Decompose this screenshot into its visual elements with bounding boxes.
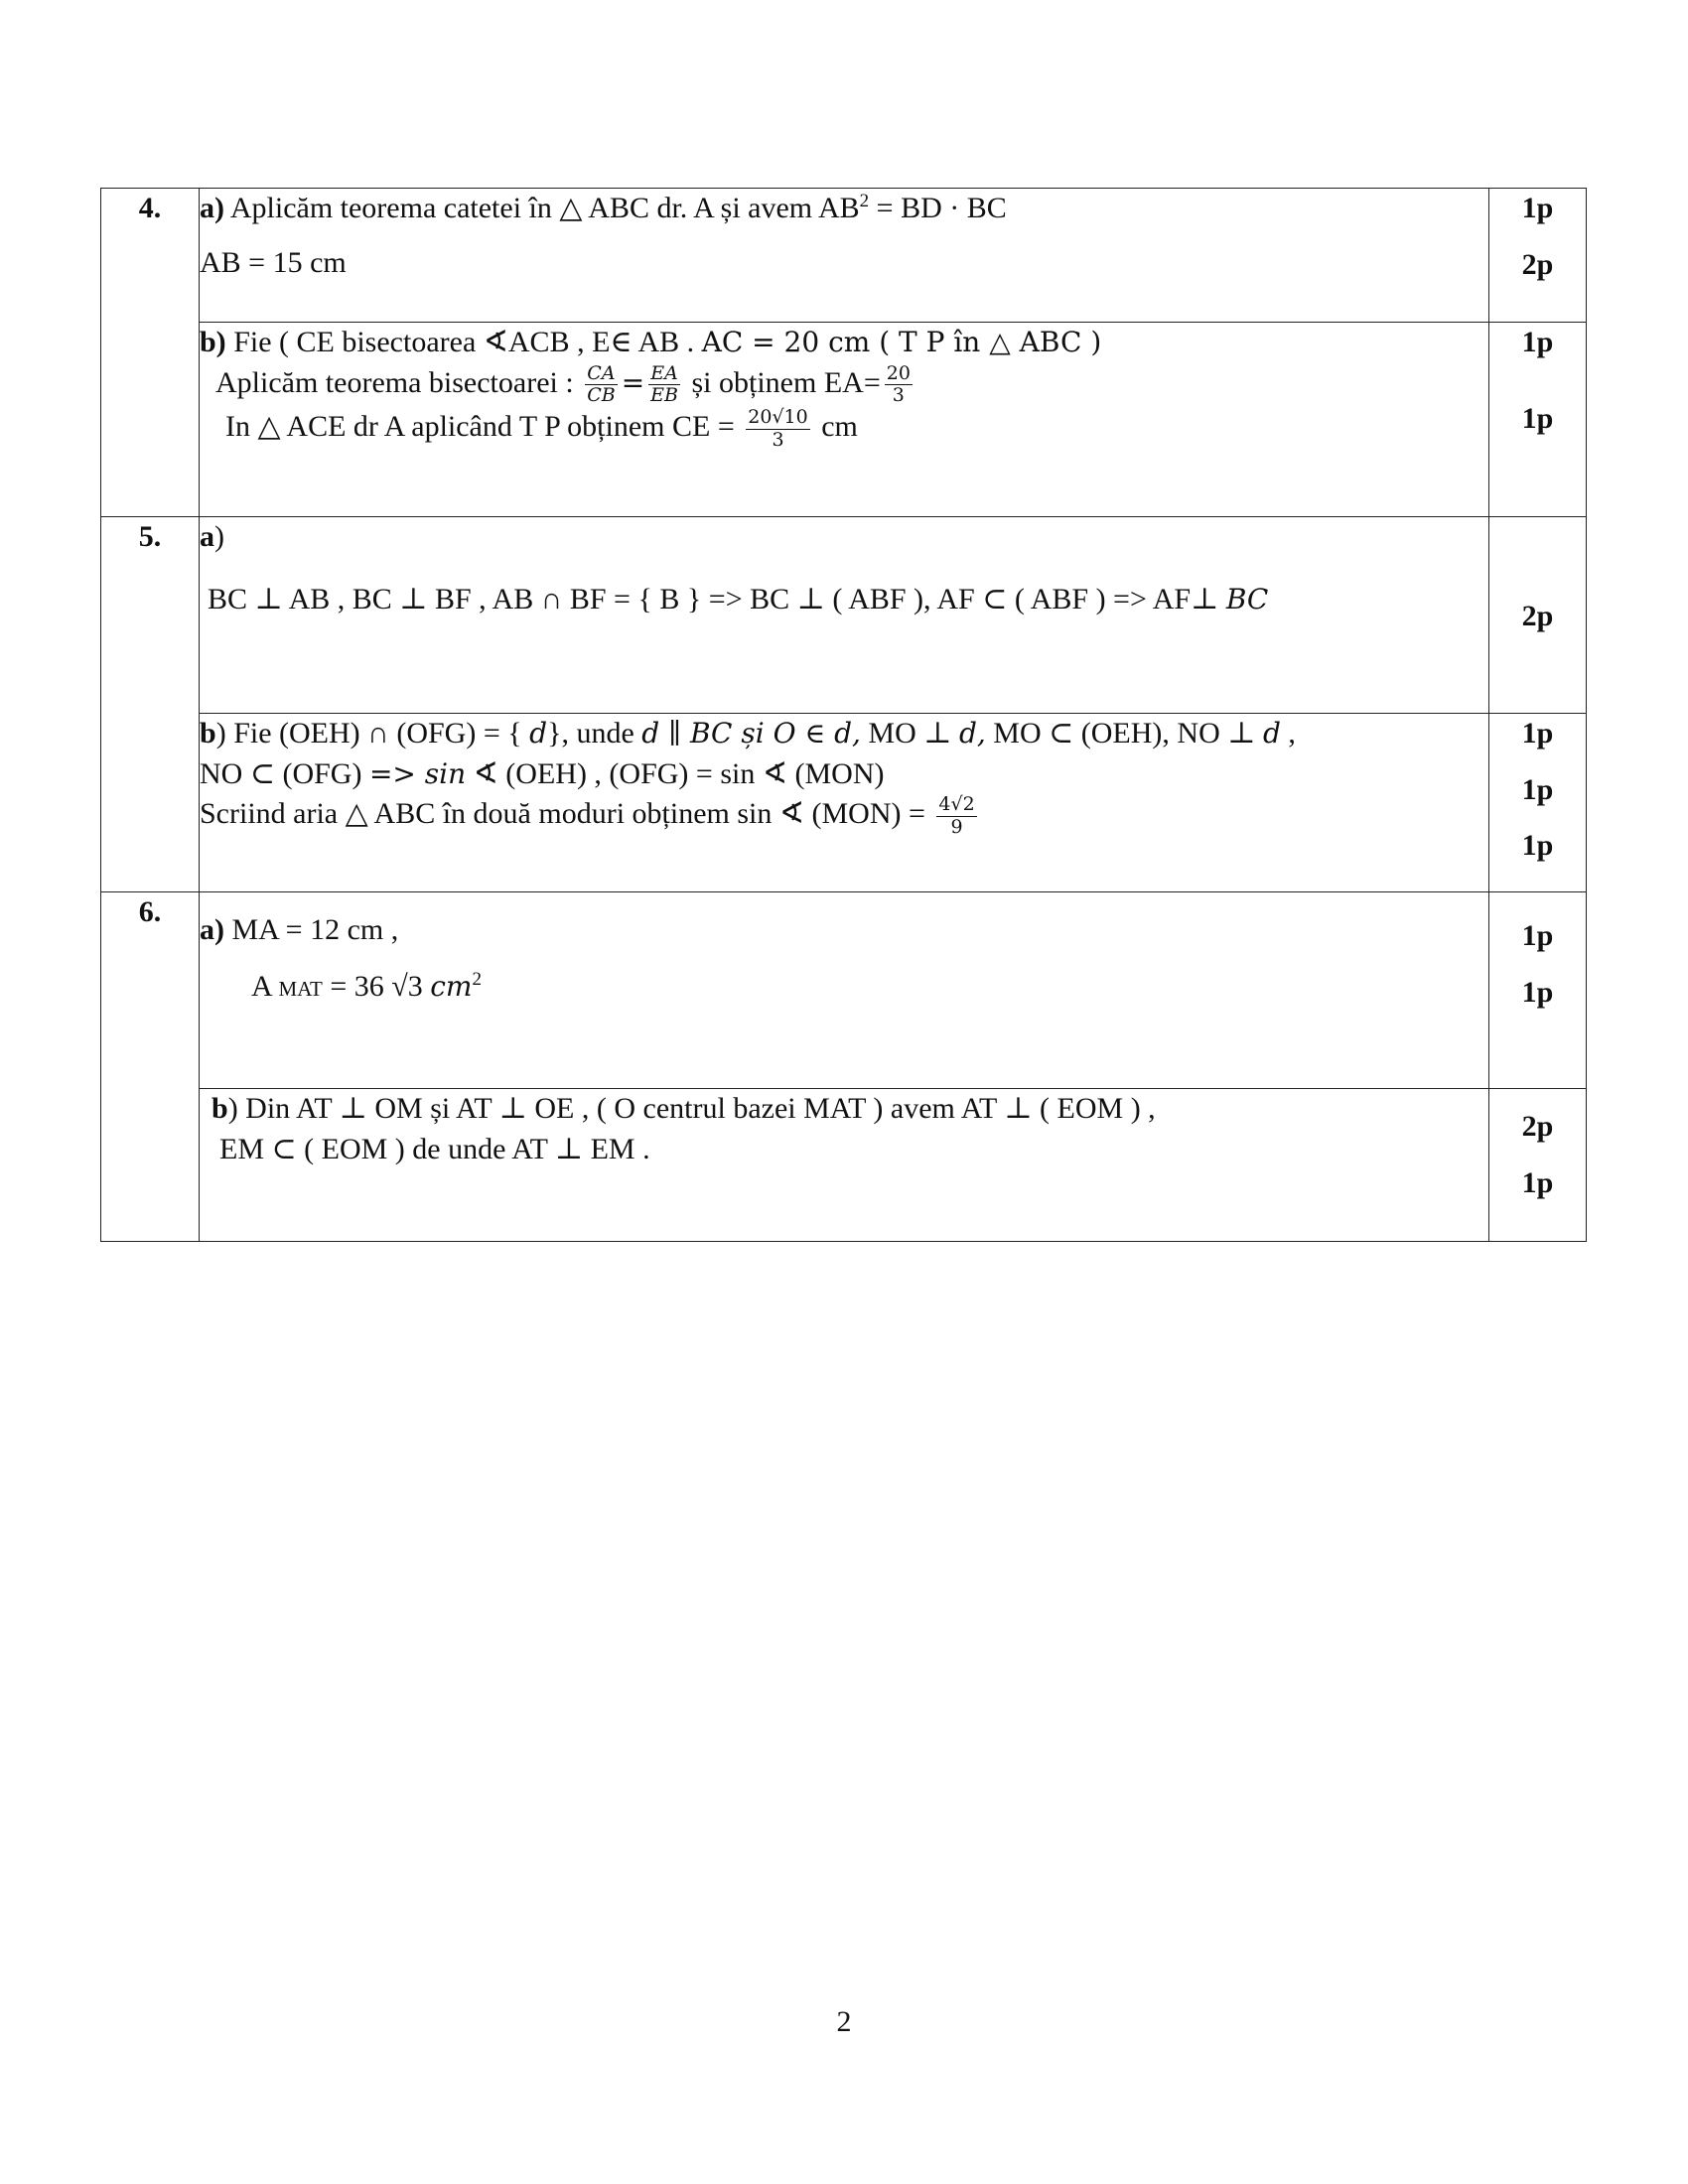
page-number: 2 <box>836 2005 852 2038</box>
solution-line: b) Fie (OEH) ∩ (OFG) = { d}, unde d ∥ BC și O ∈ d, MO ⊥ d, MO ⊂ (OEH), NO ⊥ d , <box>200 717 1296 750</box>
solution-cell <box>200 714 1489 892</box>
points-cell: 1p 1p 1p <box>1489 714 1587 892</box>
table-row <box>101 714 1587 892</box>
solution-line: Aplicăm teorema bisectoarei : $\frac{CA}{CB}$ = $\frac{EA}{EB}$ și obținem EA= $\frac{20}{3}$ <box>215 361 911 407</box>
grading-table <box>100 188 1587 1242</box>
solution-line: Scriind aria △ ABC în două moduri obținem sin ∢ (MON) = $\frac{4√2}{9}$ <box>200 793 975 838</box>
solution-line: b) Fie ( CE bisectoarea ∢ACB , E∈ AB . AC = 20 cm ( T P în △ ABC ) <box>200 326 1102 358</box>
table-row <box>101 517 1587 714</box>
solution-line: BC ⊥ AB , BC ⊥ BF , AB ∩ BF = { B } => BC ⊥ ( ABF ), AF ⊂ ( ABF ) => AF⊥ BC <box>208 582 1269 615</box>
solution-cell <box>200 323 1489 517</box>
table-row <box>101 1089 1587 1242</box>
solution-line: EM ⊂ ( EOM ) de unde AT ⊥ EM . <box>219 1132 650 1165</box>
problem-number: 6. <box>101 892 200 1242</box>
points-cell: 1p 1p <box>1489 892 1587 1089</box>
solution-line: a) MA = 12 cm , <box>200 913 399 946</box>
points-cell: 2p 1p <box>1489 1089 1587 1242</box>
problem-number: 5. <box>101 517 200 892</box>
solution-line: AB = 15 cm <box>200 245 347 279</box>
solution-cell <box>200 517 1489 714</box>
solution-line: In △ ACE dr A aplicând T P obținem CE = $\frac{20√10}{3}$ cm <box>225 406 858 452</box>
points-cell: 1p 1p <box>1489 323 1587 517</box>
solution-cell <box>200 189 1489 323</box>
points-cell: 1p 2p <box>1489 189 1587 323</box>
solution-cell <box>200 1089 1489 1242</box>
solution-line: NO ⊂ (OFG) => sin ∢ (OEH) , (OFG) = sin ∢ (MON) <box>200 756 885 790</box>
solution-line: a) Aplicăm teorema catetei în △ ABC dr. A și avem $AB^2$ = BD · BC <box>200 191 1007 224</box>
solution-line: b) Din AT ⊥ OM și AT ⊥ OE , ( O centrul bazei MAT ) avem AT ⊥ ( EOM ) , <box>211 1092 1156 1125</box>
table-row <box>101 892 1587 1089</box>
table-row <box>101 189 1587 323</box>
solution-line: a) <box>200 520 224 553</box>
solution-cell <box>200 892 1489 1089</box>
solution-line: A MAT = 36 √3 $cm^2$ <box>251 968 482 1003</box>
table-row <box>101 323 1587 517</box>
problem-number: 4. <box>101 189 200 517</box>
points-cell: 2p <box>1489 517 1587 714</box>
